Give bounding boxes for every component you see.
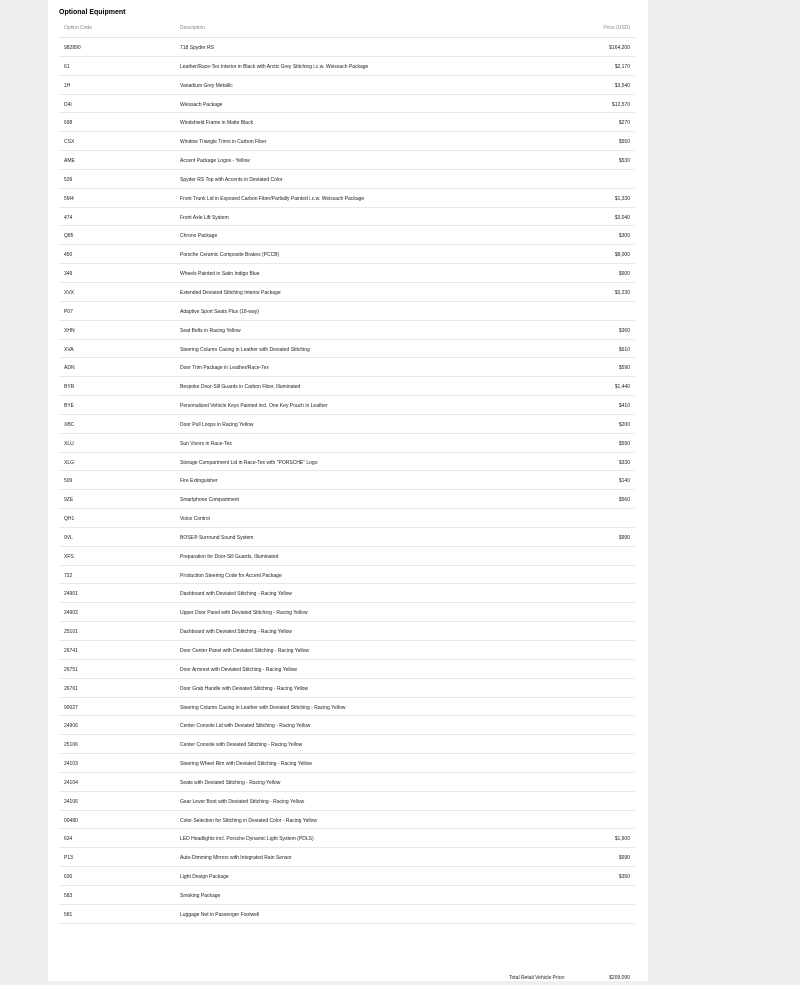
option-code: 90027 xyxy=(64,704,78,711)
column-header-description: Description xyxy=(180,25,206,31)
option-code: CSX xyxy=(64,139,75,146)
table-row xyxy=(59,113,635,132)
option-code: 634 xyxy=(64,836,73,843)
table-row xyxy=(59,773,635,792)
option-description: Seat Belts in Racing Yellow xyxy=(180,327,241,334)
table-row xyxy=(59,226,635,245)
table-row xyxy=(59,528,635,547)
table-row xyxy=(59,811,635,830)
table-row xyxy=(59,829,635,848)
option-code: P13 xyxy=(64,855,73,862)
option-description: Sun Visors in Race-Tex xyxy=(180,440,232,447)
option-description: Center Console with Deviated Stitching - Racing Yellow xyxy=(180,742,303,749)
option-description: Wheels Painted in Satin Indigo Blue xyxy=(180,271,260,278)
option-price: $140 xyxy=(618,478,630,485)
option-price: $350 xyxy=(618,874,630,881)
table-row xyxy=(59,170,635,189)
option-price: $990 xyxy=(618,534,630,541)
option-code: ADN xyxy=(64,365,75,372)
option-code: 509 xyxy=(64,478,73,485)
option-description: Seats with Deviated Stitching - Racing Yellow xyxy=(180,779,281,786)
option-price: $550 xyxy=(618,139,630,146)
option-price: $560 xyxy=(618,497,630,504)
option-code: QH1 xyxy=(64,516,75,523)
option-description: Storage Compartment Lid in Race-Tex with "PORSCHE" Logo xyxy=(180,459,318,466)
option-price: $610 xyxy=(618,346,630,353)
option-code: BYE xyxy=(64,403,75,410)
equipment-sheet xyxy=(48,0,648,981)
table-row xyxy=(59,358,635,377)
table-row xyxy=(59,716,635,735)
option-description: Light Design Package xyxy=(180,874,229,881)
total-value: $209,090 xyxy=(609,975,630,981)
column-header-price: Price (USD) xyxy=(603,25,630,31)
table-row xyxy=(59,340,635,359)
option-description: Dashboard with Deviated Stitching - Racing Yellow xyxy=(180,591,293,598)
option-code: 24103 xyxy=(64,761,78,768)
option-description: Window Triangle Trims in Carbon Fiber xyxy=(180,139,267,146)
option-description: Door Grab Handle with Deviated Stitching - Racing Yellow xyxy=(180,685,309,692)
option-description: Door Armrest with Deviated Stitching - Racing Yellow xyxy=(180,666,297,673)
table-row xyxy=(59,792,635,811)
option-code: XVX xyxy=(64,289,75,296)
table-row xyxy=(59,905,635,924)
option-description: Door Center Panel with Deviated Stitching - Racing Yellow xyxy=(180,648,309,654)
option-price: $3,540 xyxy=(614,82,630,89)
option-code: XLG xyxy=(64,459,75,466)
option-code: 26751 xyxy=(64,666,78,673)
option-description: Gear Lever Boot with Deviated Stitching - Racing Yellow xyxy=(180,798,305,805)
option-description: Preparation for Door-Sill Guards, Illuminated xyxy=(180,553,279,560)
option-code: 539 xyxy=(64,176,73,183)
option-description: Steering Column Casing in Leather with Deviated Stitching xyxy=(180,346,310,353)
table-row xyxy=(59,584,635,603)
option-code: 474 xyxy=(64,214,73,221)
option-price: $590 xyxy=(618,365,630,372)
option-description: Vanadium Grey Metallic xyxy=(180,82,233,89)
table-row xyxy=(59,189,635,208)
option-description: Weissach Package xyxy=(180,101,223,108)
table-row xyxy=(59,490,635,509)
option-code: 698 xyxy=(64,120,73,127)
option-price: $1,330 xyxy=(614,195,630,202)
option-description: Center Console Lid with Deviated Stitching - Racing Yellow xyxy=(180,723,311,730)
option-price: $164,200 xyxy=(609,45,630,51)
option-code: 24104 xyxy=(64,779,78,786)
option-description: Door Pull Loops in Racing Yellow xyxy=(180,421,254,428)
option-code: 583 xyxy=(64,892,73,899)
option-code: 61 xyxy=(64,63,70,70)
option-code: 982890 xyxy=(64,45,81,51)
section-title: Optional Equipment xyxy=(59,9,126,16)
option-price: $530 xyxy=(618,158,630,165)
option-code: 349 xyxy=(64,271,73,278)
option-code: 26761 xyxy=(64,685,78,692)
option-description: Front Trunk Lid in Exposed Carbon Fiber/Partially Painted i.c.w. Weissach Package xyxy=(180,195,365,202)
option-code: XHN xyxy=(64,327,75,334)
table-row xyxy=(59,76,635,95)
option-description: Color Selection for Stitching in Deviated Color - Racing Yellow xyxy=(180,817,318,824)
option-description: Upper Door Panel with Deviated Stitching - Racing Yellow xyxy=(180,610,308,617)
option-description: 718 Spyder RS xyxy=(180,45,214,51)
table-row xyxy=(59,208,635,227)
option-price: $410 xyxy=(618,403,630,410)
option-code: 24902 xyxy=(64,610,78,617)
option-code: XBC xyxy=(64,421,75,428)
option-description: Smartphone Compartment xyxy=(180,497,239,504)
table-row xyxy=(59,867,635,886)
option-description: Windshield Frame in Matte Black xyxy=(180,120,254,127)
table-row xyxy=(59,679,635,698)
option-code: 25106 xyxy=(64,742,78,749)
option-description: Porsche Ceramic Composite Brakes (PCCB) xyxy=(180,252,280,259)
table-row xyxy=(59,886,635,905)
table-row xyxy=(59,566,635,585)
table-row xyxy=(59,95,635,114)
total-label: Total Retail Vehicle Price: xyxy=(509,975,566,981)
table-row xyxy=(59,547,635,566)
option-code: 581 xyxy=(64,911,73,918)
option-code: 5M4 xyxy=(64,195,74,202)
option-price: $690 xyxy=(618,855,630,862)
table-row xyxy=(59,151,635,170)
option-price: $3,230 xyxy=(614,289,630,296)
table-row xyxy=(59,38,635,57)
table-row xyxy=(59,698,635,717)
option-code: BYR xyxy=(64,384,75,391)
options-table-body xyxy=(59,38,635,924)
option-description: Smoking Package xyxy=(180,892,221,899)
option-code: Q85 xyxy=(64,233,74,240)
option-description: Spyder RS Top with Accents in Deviated Color xyxy=(180,176,283,183)
option-description: Front Axle Lift System xyxy=(180,214,229,221)
option-description: Voice Control xyxy=(180,516,210,523)
table-row xyxy=(59,245,635,264)
option-price: $360 xyxy=(618,327,630,334)
option-description: Accent Package Logos - Yellow xyxy=(180,158,250,165)
option-code: P07 xyxy=(64,308,73,315)
option-code: D4I xyxy=(64,101,72,108)
table-header xyxy=(59,20,635,38)
table-row xyxy=(59,321,635,340)
option-description: Luggage Net in Passenger Footwell xyxy=(180,911,260,918)
option-code: 24901 xyxy=(64,591,78,598)
option-price: $1,600 xyxy=(614,836,630,843)
table-row xyxy=(59,283,635,302)
option-price: $590 xyxy=(618,440,630,447)
table-row xyxy=(59,377,635,396)
option-description: Steering Wheel Rim with Deviated Stitching - Racing Yellow xyxy=(180,761,313,768)
option-code: 24906 xyxy=(64,723,78,730)
option-code: 450 xyxy=(64,252,73,259)
table-row xyxy=(59,434,635,453)
column-header-code: Option Code xyxy=(64,25,93,31)
option-code: XLU xyxy=(64,440,74,447)
option-price: $270 xyxy=(618,120,630,127)
option-price: $2,170 xyxy=(614,63,630,70)
option-description: Leather/Race-Tex Interior in Black with Arctic Grey Stitching i.c.w. Weissach Package xyxy=(180,63,369,70)
table-row xyxy=(59,641,635,660)
table-row xyxy=(59,264,635,283)
option-description: Steering Column Casing in Leather with Deviated Stitching - Racing Yellow xyxy=(180,704,346,711)
option-code: XFS xyxy=(64,553,74,560)
table-row xyxy=(59,848,635,867)
table-row xyxy=(59,509,635,528)
option-description: LED Headlights incl. Porsche Dynamic Light System (PDLS) xyxy=(180,836,314,843)
option-code: 25101 xyxy=(64,629,78,636)
option-code: 00480 xyxy=(64,817,78,824)
table-row xyxy=(59,415,635,434)
option-description: Adaptive Sport Seats Plus (18-way) xyxy=(180,308,259,315)
table-row xyxy=(59,132,635,151)
option-description: Personalized Vehicle Keys Painted incl. One Key Pouch in Leather xyxy=(180,403,328,410)
option-description: Extended Deviated Stitching Interior Package xyxy=(180,289,281,296)
option-price: $3,040 xyxy=(614,214,630,221)
option-price: $600 xyxy=(618,271,630,278)
option-code: 26741 xyxy=(64,648,78,654)
table-row xyxy=(59,57,635,76)
option-description: Bespoke Door-Sill Guards in Carbon Fiber, Illuminated xyxy=(180,384,301,391)
table-row xyxy=(59,735,635,754)
table-row xyxy=(59,396,635,415)
option-price: $1,440 xyxy=(614,384,630,391)
option-code: 9VL xyxy=(64,534,73,541)
table-row xyxy=(59,622,635,641)
option-description: BOSE® Surround Sound System xyxy=(180,534,254,541)
option-code: 24106 xyxy=(64,798,78,805)
option-code: AME xyxy=(64,158,75,165)
table-row xyxy=(59,302,635,321)
option-description: Production Steering Code for Accent Package xyxy=(180,572,282,579)
table-row xyxy=(59,754,635,773)
table-row xyxy=(59,453,635,472)
option-description: Fire Extinguisher xyxy=(180,478,218,485)
option-price: $12,570 xyxy=(611,101,630,108)
option-description: Dashboard with Deviated Stitching - Racing Yellow xyxy=(180,629,293,636)
option-description: Auto-Dimming Mirrors with Integrated Rain Sensor xyxy=(180,855,292,862)
table-row xyxy=(59,471,635,490)
option-code: 630 xyxy=(64,874,73,881)
option-description: Door Trim Package in Leather/Race-Tex xyxy=(180,365,269,372)
option-price: $8,000 xyxy=(614,252,630,259)
table-row xyxy=(59,603,635,622)
option-price: $300 xyxy=(618,233,630,240)
option-price: $200 xyxy=(618,421,630,428)
option-description: Chrono Package xyxy=(180,233,218,240)
total-row xyxy=(59,975,635,985)
option-code: 9ZE xyxy=(64,497,74,504)
option-price: $330 xyxy=(618,459,630,466)
option-code: 1H xyxy=(64,82,71,89)
option-code: XVA xyxy=(64,346,74,353)
option-code: 722 xyxy=(64,572,73,579)
table-row xyxy=(59,660,635,679)
